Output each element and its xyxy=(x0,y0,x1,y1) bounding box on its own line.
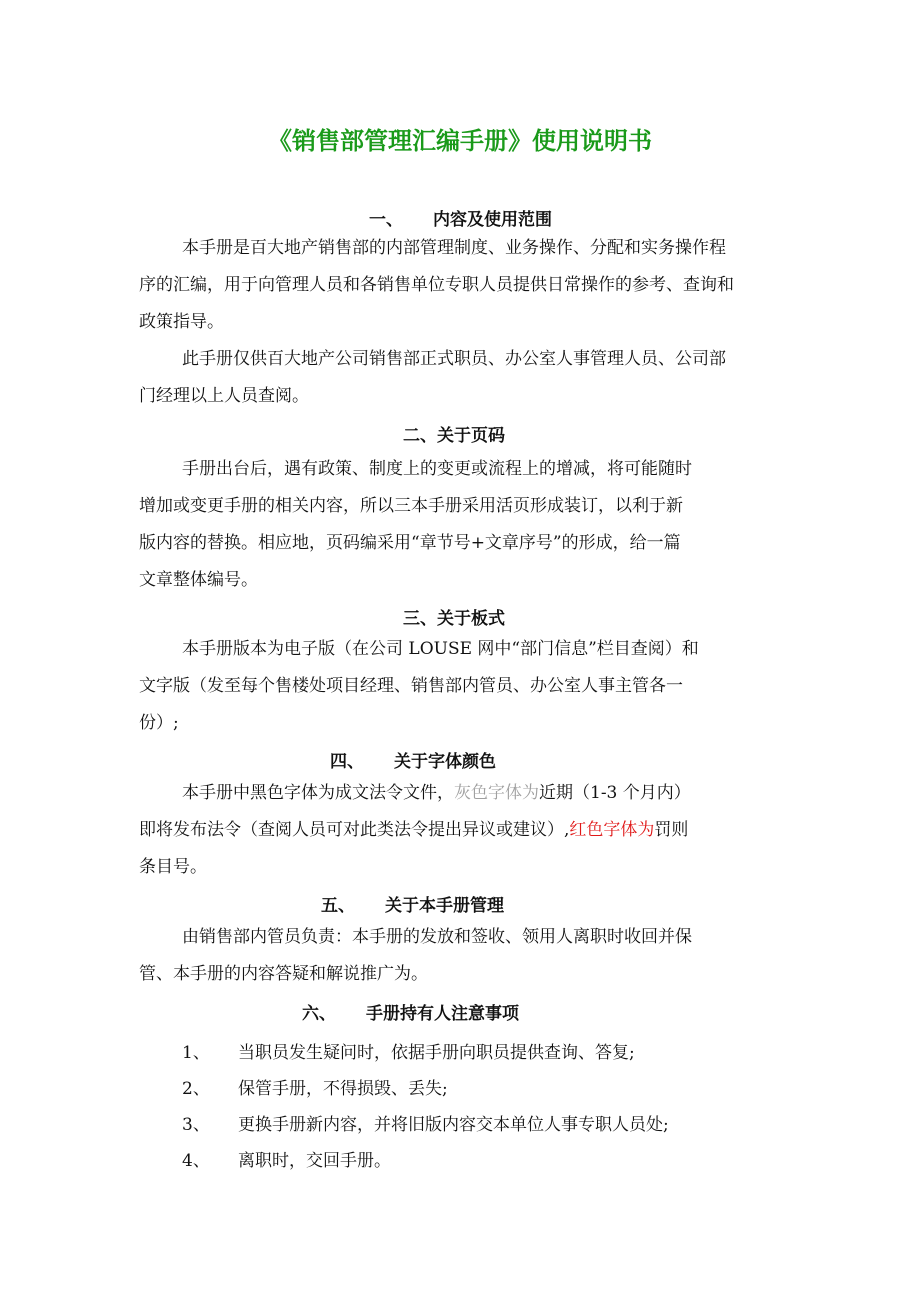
gray-text-label: 灰色字体为 xyxy=(454,783,539,803)
section-4-line-2-part-b: 罚则 xyxy=(654,820,689,840)
section-4-line-1 xyxy=(182,776,691,810)
section-2-line-2: 增加或变更手册的相关内容，所以三本手册采用活页形成装订，以利于新 xyxy=(139,496,683,516)
section-4-heading xyxy=(330,747,496,772)
section-5-number: 五、 xyxy=(321,896,355,916)
red-text-label: 红色字体为 xyxy=(569,820,655,840)
section-3-line-2: 文字版（发至每个售楼处项目经理、销售部内管员、办公室人事主管各一 xyxy=(139,676,683,696)
section-6-title: 手册持有人注意事项 xyxy=(366,1004,519,1024)
list-item-number: 4、 xyxy=(182,1151,210,1171)
section-1-heading xyxy=(369,205,552,230)
section-4-title: 关于字体颜色 xyxy=(394,752,496,772)
list-item-number: 1、 xyxy=(182,1043,210,1063)
list-item-number: 2、 xyxy=(182,1079,210,1099)
section-6-number: 六、 xyxy=(302,1004,336,1024)
section-1-line-5: 门经理以上人员查阅。 xyxy=(139,386,309,406)
section-6-heading xyxy=(302,999,519,1024)
list-item-text: 离职时，交回手册。 xyxy=(238,1151,391,1171)
section-5-line-2: 管、本手册的内容答疑和解说推广为。 xyxy=(139,964,428,984)
section-2-line-3: 版内容的替换。相应地，页码编采用“章节号+文章序号”的形成，给一篇 xyxy=(139,533,681,553)
list-item-number: 3、 xyxy=(182,1115,210,1135)
list-item xyxy=(182,1074,448,1099)
list-item-text: 保管手册，不得损毁、丢失; xyxy=(238,1079,448,1099)
section-5-title: 关于本手册管理 xyxy=(385,896,504,916)
section-2-heading: 二、关于页码 xyxy=(403,426,505,446)
section-1-title: 内容及使用范围 xyxy=(433,210,552,230)
section-4-number: 四、 xyxy=(330,752,364,772)
section-4-line-1-part-b: 近期（1-3 个月内） xyxy=(539,783,691,803)
list-item xyxy=(182,1038,635,1063)
section-1-number: 一、 xyxy=(369,210,403,230)
section-3-line-1: 本手册版本为电子版（在公司 LOUSE 网中“部门信息”栏目查阅）和 xyxy=(182,639,699,659)
section-5-heading xyxy=(321,891,504,916)
section-3-heading: 三、关于板式 xyxy=(403,609,505,629)
section-3-line-3: 份）; xyxy=(139,713,179,733)
list-item xyxy=(182,1110,669,1135)
section-1-line-1: 本手册是百大地产销售部的内部管理制度、业务操作、分配和实务操作程 xyxy=(182,238,726,258)
list-item-text: 当职员发生疑问时，依据手册向职员提供查询、答复; xyxy=(238,1043,635,1063)
section-2-line-1: 手册出台后，遇有政策、制度上的变更或流程上的增减，将可能随时 xyxy=(182,459,692,479)
section-4-line-3: 条目号。 xyxy=(139,857,207,877)
section-1-line-3: 政策指导。 xyxy=(139,312,224,332)
section-4-line-1-part-a: 本手册中黑色字体为成文法令文件， xyxy=(182,783,454,803)
list-item-text: 更换手册新内容，并将旧版内容交本单位人事专职人员处; xyxy=(238,1115,669,1135)
section-5-line-1: 由销售部内管员负责：本手册的发放和签收、领用人离职时收回并保 xyxy=(182,927,692,947)
list-item xyxy=(182,1146,391,1171)
document-title: 《销售部管理汇编手册》使用说明书 xyxy=(268,127,652,155)
section-2-line-4: 文章整体编号。 xyxy=(139,570,258,590)
section-1-line-2: 序的汇编，用于向管理人员和各销售单位专职人员提供日常操作的参考、查询和 xyxy=(139,275,734,295)
section-4-line-2-part-a: 即将发布法令（查阅人员可对此类法令提出异议或建议）, xyxy=(139,820,570,840)
section-1-line-4: 此手册仅供百大地产公司销售部正式职员、办公室人事管理人员、公司部 xyxy=(182,349,726,369)
section-4-line-2 xyxy=(139,813,688,847)
